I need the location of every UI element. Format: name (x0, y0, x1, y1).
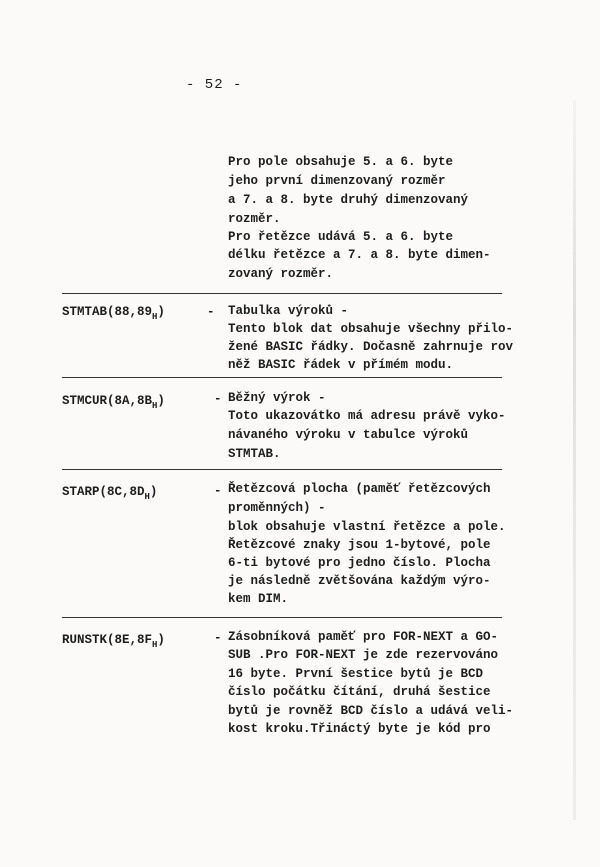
text-line: Řetězcová plocha (paměť řetězcových (228, 482, 491, 496)
text-line: Zásobníková paměť pro FOR-NEXT a GO- (228, 630, 499, 644)
text-line: 6-ti bytové pro jedno číslo. Plocha (228, 556, 491, 570)
text-line: 16 byte. První šestice bytů je BCD (228, 667, 484, 681)
text-line: zovaný rozměr. (228, 267, 334, 281)
text-line: žené BASIC řádky. Dočasně zahrnuje rov (228, 340, 514, 354)
text-line: blok obsahuje vlastní řetězce a pole. (228, 520, 506, 534)
text-line: STMTAB. (228, 447, 281, 461)
text-line: číslo počátku čítání, druhá šestice (228, 685, 491, 699)
text-line: bytů je rovněž BCD číslo a udává veli- (228, 704, 514, 718)
text-line: návaného výroku v tabulce výroků (228, 428, 469, 442)
text-line: Tabulka výroků - (228, 304, 349, 318)
text-line: je následně zvětšována každým výro- (228, 574, 491, 588)
text-line: jeho první dimenzovaný rozměr (228, 174, 446, 188)
text-line: něž BASIC řádek v přímém modu. (228, 358, 454, 372)
text-line: kem DIM. (228, 592, 289, 606)
text-line: Tento blok dat obsahuje všechny přilo- (228, 322, 514, 336)
section-divider (62, 293, 502, 294)
section-divider (62, 377, 502, 378)
section-divider (62, 617, 502, 618)
entry-dash: - (207, 305, 215, 319)
page-number: - 52 - (186, 77, 243, 93)
text-line: kost kroku.Třináctý byte je kód pro (228, 722, 491, 736)
text-line: Toto ukazovátko má adresu právě vyko- (228, 409, 506, 423)
entry-name-stmcur: $STMCUR(8A,8B_H)$ (62, 394, 165, 411)
section-divider (62, 469, 502, 470)
entry-dash: - (214, 631, 222, 645)
page-edge-shadow (573, 100, 576, 820)
entry-dash: - (214, 392, 222, 406)
text-line: Pro pole obsahuje 5. a 6. byte (228, 155, 454, 169)
text-line: Řetězcové znaky jsou 1-bytové, pole (228, 538, 491, 552)
text-line: SUB .Pro FOR-NEXT je zde rezervováno (228, 648, 499, 662)
text-line: Pro řetězce udává 5. a 6. byte (228, 230, 454, 244)
text-line: Běžný výrok - (228, 391, 326, 405)
entry-dash: - (214, 484, 222, 498)
text-line: délku řetězce a 7. a 8. byte dimen- (228, 248, 491, 262)
entry-name-starp: $STARP(8C,8D_H)$ (62, 485, 158, 502)
entry-name-stmtab: $STMTAB(88,89_H)$ (62, 305, 165, 322)
text-line: rozměr. (228, 212, 281, 226)
entry-name-runstk: $RUNSTK(8E,8F_H)$ (62, 633, 165, 650)
text-line: proměnných) - (228, 501, 326, 515)
text-line: a 7. a 8. byte druhý dimenzovaný (228, 193, 469, 207)
